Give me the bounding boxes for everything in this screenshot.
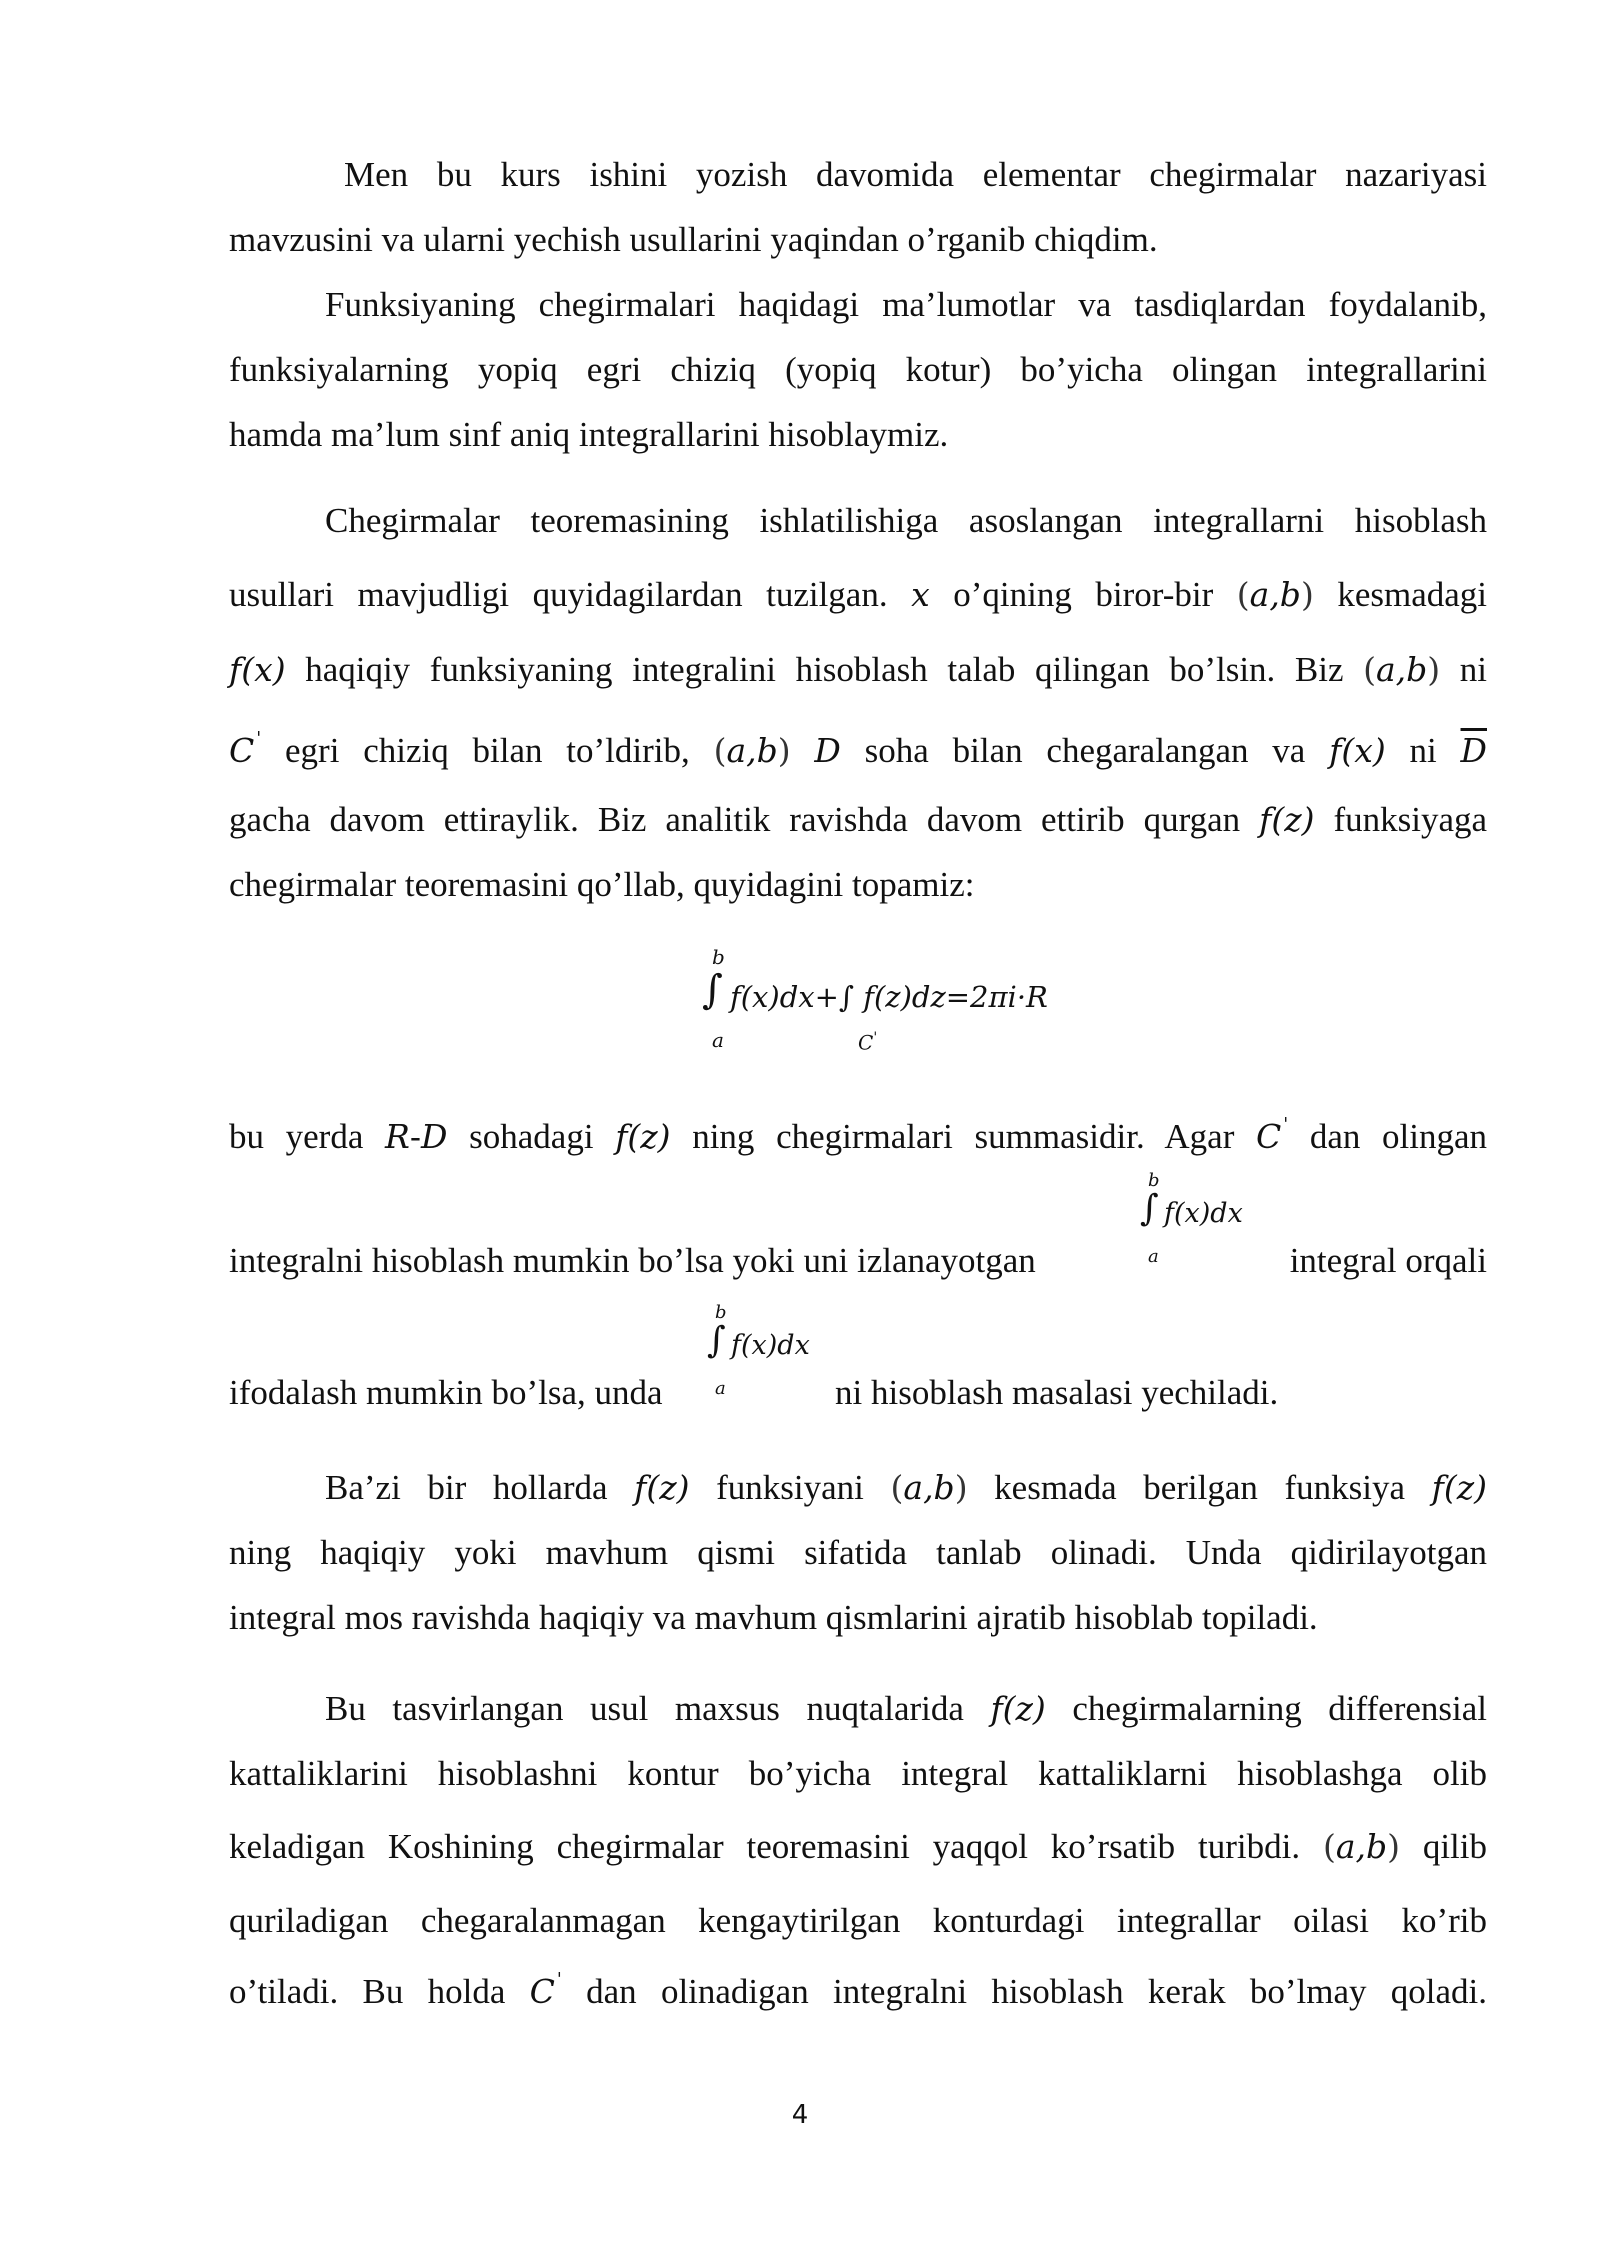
text: integralni hisoblash mumkin bo’lsa yoki uni izlanayotgan xyxy=(229,1241,1036,1280)
text: funksiyaga xyxy=(1333,800,1488,839)
func-fz: f(z) xyxy=(615,1117,671,1156)
text: ni xyxy=(1459,650,1488,689)
paragraph-3-line-6: chegirmalar teoremasini qo’llab, quyidagini topamiz: xyxy=(229,865,975,904)
integrand: f(x)dx xyxy=(731,1330,810,1361)
lower-limit: a xyxy=(715,1378,726,1399)
text: sohadagi xyxy=(469,1117,594,1156)
d-letter: D xyxy=(421,1117,448,1156)
curve-c: C ' xyxy=(1256,1114,1289,1156)
text: ning chegirmalari summasidir. Agar xyxy=(692,1117,1235,1156)
func-fx: f(x) xyxy=(229,650,286,689)
paragraph-3-line-5 xyxy=(229,787,1487,852)
curve-label: C xyxy=(529,1972,555,2011)
text: Bu tasvirlangan usul maxsus nuqtalarida xyxy=(325,1689,964,1728)
r-letter: R xyxy=(385,1117,410,1156)
text: qilib xyxy=(1422,1827,1488,1866)
interval-ab: (a,b) xyxy=(1322,1827,1400,1866)
interval-label: a,b xyxy=(726,731,778,770)
upper-limit: b xyxy=(1148,1170,1160,1191)
domain-d: D xyxy=(814,731,841,770)
func-fz: f(z) xyxy=(634,1468,690,1507)
residue-formula xyxy=(700,945,1120,1065)
text: gacha davom ettiraylik. Biz analitik ravishda davom ettirib qurgan xyxy=(229,800,1241,839)
text: keladigan Koshining chegirmalar teoremasini yaqqol ko’rsatib turibdi. xyxy=(229,1827,1301,1866)
func-fz: f(z) xyxy=(1431,1468,1488,1507)
interval-label: a,b xyxy=(1249,575,1301,614)
text: Chegirmalar teoremasining ishlatilishiga asoslangan integrallarni hisoblash xyxy=(325,501,1487,540)
curve-label: C xyxy=(229,731,255,770)
paragraph-6-line-3 xyxy=(229,1814,1487,1879)
text: usullari mavjudligi quyidagilardan tuzilgan. xyxy=(229,575,888,614)
page-number: 4 xyxy=(791,2100,809,2130)
interval-label: a,b xyxy=(1376,650,1428,689)
text: egri chiziq bilan to’ldirib, xyxy=(285,731,690,770)
interval-ab: (a,b) xyxy=(1363,650,1441,689)
interval-ab: (a,b) xyxy=(890,1468,968,1507)
var-x: x xyxy=(911,575,930,614)
interval-label: a,b xyxy=(903,1468,955,1507)
text: chegirmalarning differensial xyxy=(1072,1689,1488,1728)
text: integral orqali xyxy=(1289,1241,1487,1280)
text: bu yerda xyxy=(229,1117,364,1156)
text: ifodalash mumkin bo’lsa, unda xyxy=(229,1373,663,1412)
text: ni xyxy=(1409,731,1437,770)
paragraph-2-line-2: funksiyalarning yopiq egri chiziq (yopiq kotur) bo’yicha olingan integrallarini xyxy=(229,350,1487,389)
text: ni hisoblash masalasi yechiladi. xyxy=(835,1373,1279,1412)
text: o’tiladi. Bu holda xyxy=(229,1972,506,2011)
func-fx: f(x) xyxy=(1329,731,1386,770)
text: dan olinadigan integralni hisoblash kerak bo’lmay qoladi. xyxy=(586,1972,1488,2011)
lower-limit: a xyxy=(712,1028,724,1052)
integral-sign: ∫ xyxy=(707,1320,726,1361)
paragraph-1-line-2: mavzusini va ularni yechish usullarini yaqindan o’rganib chiqdim. xyxy=(229,220,1158,259)
inline-integral-1 xyxy=(1140,1170,1270,1270)
paragraph-6-line-4: quriladigan chegaralanmagan kengaytirilgan konturdagi integrallar oilasi ko’rib xyxy=(229,1901,1487,1940)
contour-label: C' xyxy=(858,1030,878,1055)
interval-label: a,b xyxy=(1335,1827,1388,1866)
paragraph-6-line-1 xyxy=(229,1676,1487,1741)
curve-c: C ' xyxy=(229,728,262,770)
text: funksiyani xyxy=(716,1468,864,1507)
text: Ba’zi bir hollarda xyxy=(325,1468,608,1507)
func-fz: f(z) xyxy=(1259,800,1315,839)
func-fz: f(z) xyxy=(990,1689,1046,1728)
paragraph-5-line-2: ning haqiqiy yoki mavhum qismi sifatida tanlab olinadi. Unda qidirilayotgan xyxy=(229,1533,1487,1572)
paragraph-3-line-4 xyxy=(229,712,1487,783)
paragraph-2-line-1 xyxy=(229,272,1487,337)
text: dan olingan xyxy=(1309,1117,1488,1156)
dash: - xyxy=(409,1117,422,1156)
paragraph-5-line-3: integral mos ravishda haqiqiy va mavhum qismlarini ajratib hisoblab topiladi. xyxy=(229,1598,1318,1637)
paragraph-3-line-2 xyxy=(229,562,1487,627)
text: haqiqiy funksiyaning integralini hisoblash talab qilingan bo’lsin. Biz xyxy=(305,650,1344,689)
integrand: f(x)dx xyxy=(1164,1198,1243,1229)
text: o’qining biror-bir xyxy=(953,575,1214,614)
text: Funksiyaning chegirmalari haqidagi ma’lumotlar va tasdiqlardan foydalanib, xyxy=(325,285,1487,324)
text: Men bu kurs ishini yozish davomida elementar chegirmalar nazariyasi xyxy=(344,155,1487,194)
paragraph-4-line-2 xyxy=(229,1228,1487,1293)
text: soha bilan chegaralangan va xyxy=(864,731,1306,770)
paragraph-6-line-5 xyxy=(229,1953,1487,2024)
paragraph-1-line-1 xyxy=(229,142,1487,207)
paragraph-3-line-1 xyxy=(229,488,1487,553)
integral-sign: ∫ xyxy=(1140,1188,1159,1229)
inline-integral-2 xyxy=(707,1302,837,1402)
interval-ab: (a,b) xyxy=(713,731,791,770)
paragraph-2-line-3: hamda ma’lum sinf aniq integrallarini hisoblaymiz. xyxy=(229,415,949,454)
upper-limit: b xyxy=(715,1302,727,1323)
paragraph-3-line-3 xyxy=(229,637,1487,702)
contour-letter: C xyxy=(858,1030,874,1055)
curve-label: C xyxy=(1256,1117,1282,1156)
paragraph-4-line-1 xyxy=(229,1098,1487,1169)
text: kesmadagi xyxy=(1337,575,1488,614)
interval-ab: (a,b) xyxy=(1236,575,1314,614)
text: kesmada berilgan funksiya xyxy=(994,1468,1406,1507)
integral-sign: ∫ xyxy=(702,967,723,1013)
curve-c: C ' xyxy=(529,1969,562,2011)
paragraph-6-line-2: kattaliklarini hisoblashni kontur bo’yicha integral kattaliklarni hisoblashga olib xyxy=(229,1754,1487,1793)
lower-limit: a xyxy=(1148,1246,1159,1267)
closure-d: $\overline{D}$ xyxy=(1460,731,1487,770)
paragraph-5-line-1 xyxy=(229,1455,1487,1520)
formula-body: f(x)dx+∫ f(z)dz=2πi·R xyxy=(730,980,1048,1014)
upper-limit: b xyxy=(712,945,725,969)
residue-sum-r xyxy=(385,1104,447,1169)
paragraph-4-line-3 xyxy=(229,1360,1487,1425)
